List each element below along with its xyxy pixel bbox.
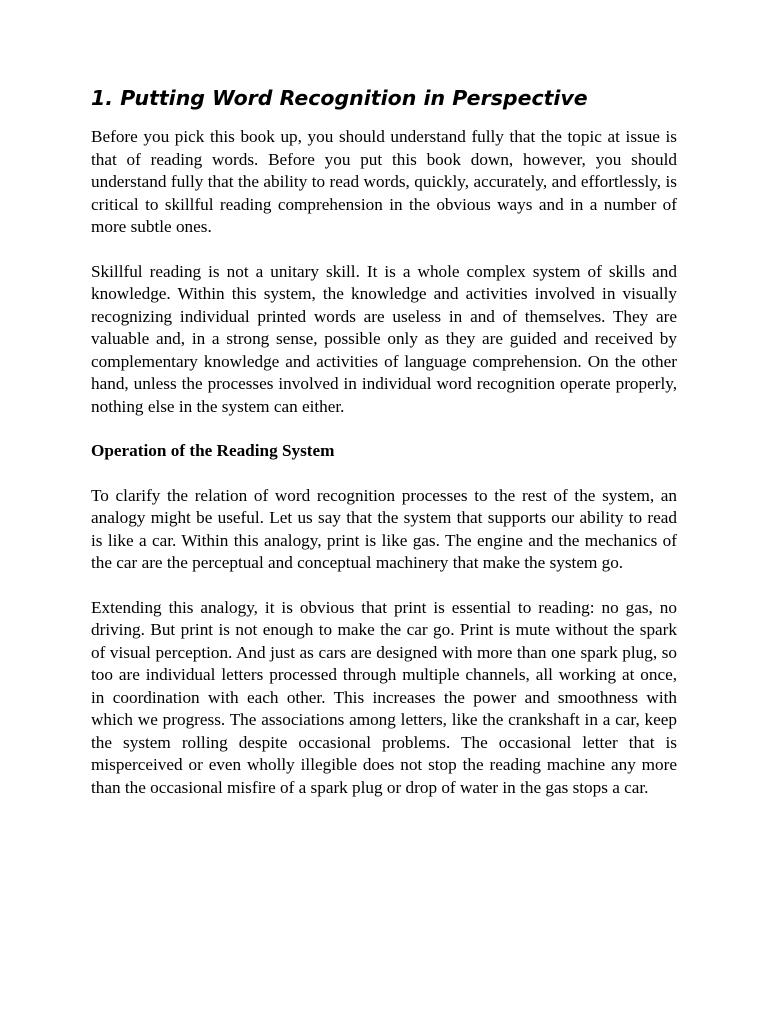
page-content <box>91 84 677 799</box>
paragraph-analogy: To clarify the relation of word recognition processes to the rest of the system, an analogy might be useful. Let us say that the system that supports our ability to read is like a car. Within this analogy, print is like gas. The engine and the mechanics of the car are the perceptual and conceptual machinery that make the system go. <box>91 485 677 572</box>
chapter-heading: 1. Putting Word Recognition in Perspective <box>91 86 588 110</box>
paragraph-skillful-reading: Skillful reading is not a unitary skill. It is a whole complex system of skills and knowledge. Within this system, the knowledge and activities involved in visually recognizing individual printed words are useless in and of themselves. They are valuable and, in a strong sense, possible only as they are guided and received by complementary knowledge and activities of language comprehension. On the other hand, unless the processes involved in individual word recognition operate properly, nothing else in the system can either. <box>91 261 677 416</box>
section-subheading: Operation of the Reading System <box>91 441 335 460</box>
paragraph-extending-analogy: Extending this analogy, it is obvious that print is essential to reading: no gas, no driving. But print is not enough to make the car go. Print is mute without the spark of visual perception. And just as cars are designed with more than one spark plug, so too are individual letters processed through multiple channels, all working at once, in coordination with each other. This increases the power and smoothness with which we progress. The associations among letters, like the crankshaft in a car, keep the system rolling despite occasional problems. The occasional letter that is misperceived or even wholly illegible does not stop the reading machine any more than the occasional misfire of a spark plug or drop of water in the gas stops a car. <box>91 597 677 797</box>
paragraph-intro: Before you pick this book up, you should understand fully that the topic at issue is that of reading words. Before you put this book down, however, you should understand fully that the ability to read words, quickly, accurately, and effortlessly, is critical to skillful reading comprehension in the obvious ways and in a number of more subtle ones. <box>91 127 677 236</box>
